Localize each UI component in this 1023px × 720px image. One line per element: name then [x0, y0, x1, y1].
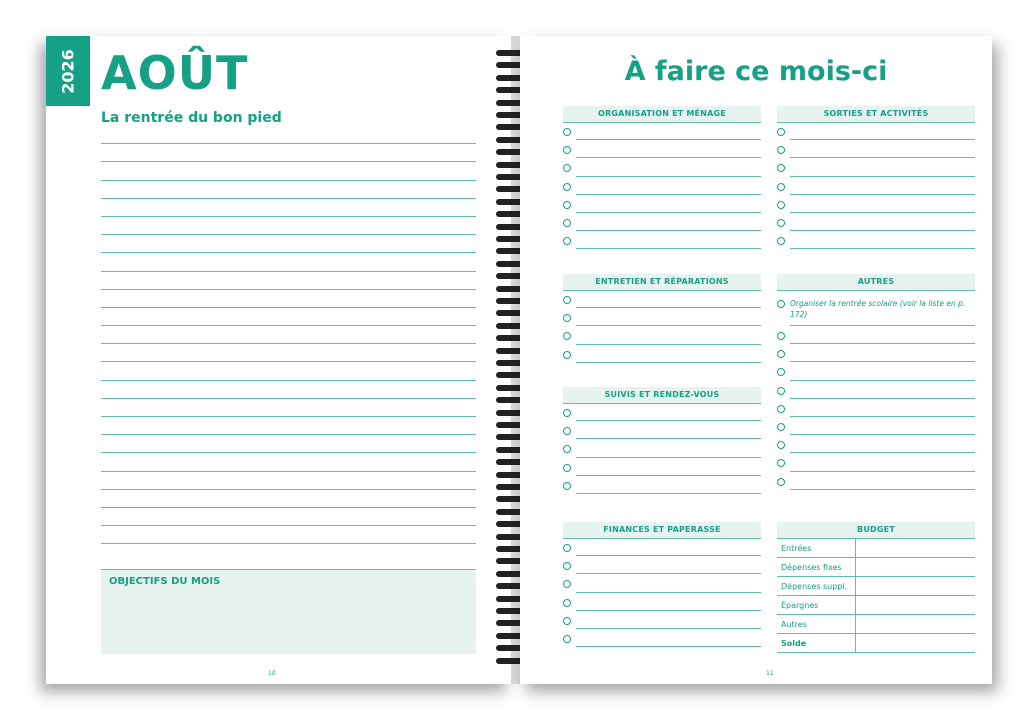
- write-line: [790, 452, 975, 453]
- year-tab: [46, 36, 90, 106]
- checklist-item[interactable]: [777, 214, 975, 232]
- budget-row: [777, 577, 975, 596]
- checkbox-circle[interactable]: [777, 237, 785, 245]
- checklist-item[interactable]: [563, 477, 761, 495]
- write-line: [576, 592, 761, 593]
- budget-value-cell[interactable]: [856, 615, 976, 634]
- write-line: [576, 475, 761, 476]
- todo-title: À faire ce mois-ci: [624, 56, 888, 87]
- checkbox-circle[interactable]: [563, 128, 571, 136]
- note-line[interactable]: [101, 290, 476, 308]
- checklist-item[interactable]: [563, 422, 761, 440]
- note-line[interactable]: [101, 326, 476, 344]
- budget-row: [777, 596, 975, 615]
- write-line: [790, 398, 975, 399]
- checklist-item[interactable]: [777, 382, 975, 400]
- note-line[interactable]: [101, 217, 476, 235]
- write-line: [790, 230, 975, 231]
- right-page: [520, 36, 992, 684]
- checkbox-circle[interactable]: [563, 219, 571, 227]
- write-line: [576, 157, 761, 158]
- checkbox-circle[interactable]: [563, 635, 571, 643]
- checklist-item[interactable]: [777, 418, 975, 436]
- section-organisation: [563, 106, 761, 250]
- checkbox-circle[interactable]: [777, 219, 785, 227]
- checkbox-circle[interactable]: [563, 201, 571, 209]
- budget-value-cell[interactable]: [856, 539, 976, 558]
- section-title: BUDGET: [777, 522, 975, 539]
- write-line: [790, 416, 975, 417]
- budget-row: [777, 558, 975, 577]
- section-finances: [563, 522, 761, 648]
- budget-row-label: Entrées: [777, 539, 856, 558]
- budget-row: [777, 615, 975, 634]
- write-line: [790, 361, 975, 362]
- note-line[interactable]: [101, 508, 476, 526]
- checklist-item[interactable]: [777, 196, 975, 214]
- checklist-item[interactable]: [563, 291, 761, 309]
- budget-row-label: Autres: [777, 615, 856, 634]
- objectives-box[interactable]: [101, 569, 476, 654]
- budget-row-label: Épargnes: [777, 596, 856, 615]
- checklist-item[interactable]: [563, 539, 761, 557]
- checkbox-circle[interactable]: [563, 464, 571, 472]
- checkbox-circle[interactable]: [563, 482, 571, 490]
- checklist-item[interactable]: [777, 178, 975, 196]
- checkbox-circle[interactable]: [777, 405, 785, 413]
- write-line: [576, 420, 761, 421]
- checklist-item[interactable]: [777, 454, 975, 472]
- checklist-item[interactable]: [777, 345, 975, 363]
- write-line: [790, 139, 975, 140]
- checkbox-circle[interactable]: [563, 409, 571, 417]
- write-line: [576, 573, 761, 574]
- checkbox-circle[interactable]: [777, 459, 785, 467]
- write-line: [576, 307, 761, 308]
- checklist-item[interactable]: [777, 473, 975, 491]
- section-title: FINANCES ET PAPERASSE: [563, 522, 761, 539]
- checklist-item[interactable]: [563, 575, 761, 593]
- checklist-item[interactable]: [563, 346, 761, 364]
- write-line: [576, 438, 761, 439]
- checklist-item[interactable]: [777, 436, 975, 454]
- notes-area[interactable]: [101, 126, 476, 544]
- section-budget: [777, 522, 975, 653]
- checkbox-circle[interactable]: [777, 201, 785, 209]
- checkbox-circle[interactable]: [777, 350, 785, 358]
- checkbox-circle[interactable]: [563, 296, 571, 304]
- checklist-item[interactable]: [777, 232, 975, 250]
- section-title: AUTRES: [777, 274, 975, 291]
- checkbox-circle[interactable]: [563, 146, 571, 154]
- section-title: SORTIES ET ACTIVITÉS: [777, 106, 975, 123]
- write-line: [576, 212, 761, 213]
- write-line: [576, 628, 761, 629]
- write-line: [576, 362, 761, 363]
- write-line: [576, 194, 761, 195]
- page-number-left: 10: [268, 670, 276, 677]
- checklist-item[interactable]: [777, 159, 975, 177]
- checklist-item[interactable]: [777, 363, 975, 381]
- write-line: [790, 176, 975, 177]
- checklist-item[interactable]: [563, 612, 761, 630]
- note-line[interactable]: [101, 526, 476, 544]
- budget-row-label: Dépenses suppl.: [777, 577, 856, 596]
- month-title: AOÛT: [101, 46, 249, 100]
- checkbox-circle[interactable]: [777, 478, 785, 486]
- note-line[interactable]: [101, 235, 476, 253]
- write-line: [790, 489, 975, 490]
- checkbox-circle[interactable]: [563, 164, 571, 172]
- note-line[interactable]: [101, 181, 476, 199]
- budget-table[interactable]: [777, 539, 975, 653]
- write-line: [576, 555, 761, 556]
- budget-row-label: Solde: [777, 634, 856, 653]
- note-line[interactable]: [101, 472, 476, 490]
- checklist-item[interactable]: [563, 159, 761, 177]
- checkbox-circle[interactable]: [563, 427, 571, 435]
- checkbox-circle[interactable]: [563, 617, 571, 625]
- note-line[interactable]: [101, 417, 476, 435]
- write-line: [576, 176, 761, 177]
- checklist-item[interactable]: [563, 404, 761, 422]
- note-line[interactable]: [101, 272, 476, 290]
- write-line: [576, 610, 761, 611]
- note-line[interactable]: [101, 435, 476, 453]
- write-line: [576, 646, 761, 647]
- checklist-item[interactable]: [563, 459, 761, 477]
- note-line[interactable]: [101, 344, 476, 362]
- note-line[interactable]: [101, 490, 476, 508]
- checklist-item[interactable]: [563, 178, 761, 196]
- budget-row: [777, 634, 975, 653]
- section-title: ENTRETIEN ET RÉPARATIONS: [563, 274, 761, 291]
- write-line: [790, 212, 975, 213]
- checkbox-circle[interactable]: [777, 128, 785, 136]
- write-line: [790, 434, 975, 435]
- checklist-item[interactable]: [777, 123, 975, 141]
- budget-value-cell[interactable]: [856, 577, 976, 596]
- note-line[interactable]: [101, 381, 476, 399]
- checkbox-circle[interactable]: [563, 237, 571, 245]
- checkbox-circle[interactable]: [777, 387, 785, 395]
- write-line: [790, 471, 975, 472]
- note-line[interactable]: [101, 144, 476, 162]
- section-suivis: [563, 387, 761, 495]
- checklist-item[interactable]: [563, 196, 761, 214]
- section-sorties: [777, 106, 975, 250]
- write-line: [576, 230, 761, 231]
- checkbox-circle[interactable]: [563, 599, 571, 607]
- checkbox-circle[interactable]: [777, 183, 785, 191]
- objectives-label: OBJECTIFS DU MOIS: [109, 576, 221, 587]
- year-label: 2026: [58, 49, 78, 94]
- page-number-right: 11: [766, 670, 774, 677]
- write-line: [790, 194, 975, 195]
- checkbox-circle[interactable]: [777, 441, 785, 449]
- checklist-item[interactable]: [563, 141, 761, 159]
- checklist-item[interactable]: [777, 327, 975, 345]
- section-title: SUIVIS ET RENDEZ-VOUS: [563, 387, 761, 404]
- section-entretien: [563, 274, 761, 364]
- write-line: [576, 493, 761, 494]
- write-line: [576, 248, 761, 249]
- checklist-item[interactable]: [563, 327, 761, 345]
- checkbox-circle[interactable]: [563, 314, 571, 322]
- checkbox-circle[interactable]: [777, 423, 785, 431]
- checkbox-circle[interactable]: [563, 445, 571, 453]
- write-line: [790, 248, 975, 249]
- section-title: ORGANISATION ET MÉNAGE: [563, 106, 761, 123]
- checklist-item[interactable]: [777, 141, 975, 159]
- write-line: [576, 457, 761, 458]
- note-line[interactable]: [101, 162, 476, 180]
- checklist-item[interactable]: [563, 232, 761, 250]
- write-line: [576, 344, 761, 345]
- checkbox-circle[interactable]: [777, 146, 785, 154]
- month-subtitle: La rentrée du bon pied: [101, 110, 282, 126]
- note-line[interactable]: [101, 308, 476, 326]
- note-line[interactable]: [101, 362, 476, 380]
- checklist-item[interactable]: [777, 400, 975, 418]
- note-line[interactable]: [101, 253, 476, 271]
- checklist-item[interactable]: [563, 123, 761, 141]
- budget-value-cell[interactable]: [856, 596, 976, 615]
- checklist-item[interactable]: [563, 309, 761, 327]
- checkbox-circle[interactable]: [563, 562, 571, 570]
- checklist-item[interactable]: [563, 630, 761, 648]
- left-page: [46, 36, 512, 684]
- write-line: [790, 325, 975, 326]
- budget-row-label: Dépenses fixes: [777, 558, 856, 577]
- note-line[interactable]: [101, 126, 476, 144]
- note-line[interactable]: [101, 453, 476, 471]
- write-line: [790, 343, 975, 344]
- checklist-item[interactable]: [563, 440, 761, 458]
- checklist-item[interactable]: [777, 291, 975, 327]
- checkbox-circle[interactable]: [563, 351, 571, 359]
- checkbox-circle[interactable]: [777, 332, 785, 340]
- budget-value-cell[interactable]: [856, 558, 976, 577]
- checklist-item[interactable]: [563, 214, 761, 232]
- section-autres: [777, 274, 975, 491]
- write-line: [576, 325, 761, 326]
- write-line: [790, 380, 975, 381]
- checkbox-circle[interactable]: [563, 580, 571, 588]
- checkbox-circle[interactable]: [563, 544, 571, 552]
- checklist-item-text: Organiser la rentrée scolaire (voir la liste en p. 172): [790, 299, 966, 319]
- budget-row: [777, 539, 975, 558]
- checklist-item[interactable]: [563, 594, 761, 612]
- write-line: [790, 157, 975, 158]
- note-line[interactable]: [101, 399, 476, 417]
- checkbox-circle[interactable]: [777, 164, 785, 172]
- checkbox-circle[interactable]: [777, 300, 785, 308]
- note-line[interactable]: [101, 199, 476, 217]
- checkbox-circle[interactable]: [563, 183, 571, 191]
- checklist-item[interactable]: [563, 557, 761, 575]
- checkbox-circle[interactable]: [777, 368, 785, 376]
- write-line: [576, 139, 761, 140]
- checkbox-circle[interactable]: [563, 332, 571, 340]
- budget-value-cell[interactable]: [856, 634, 976, 653]
